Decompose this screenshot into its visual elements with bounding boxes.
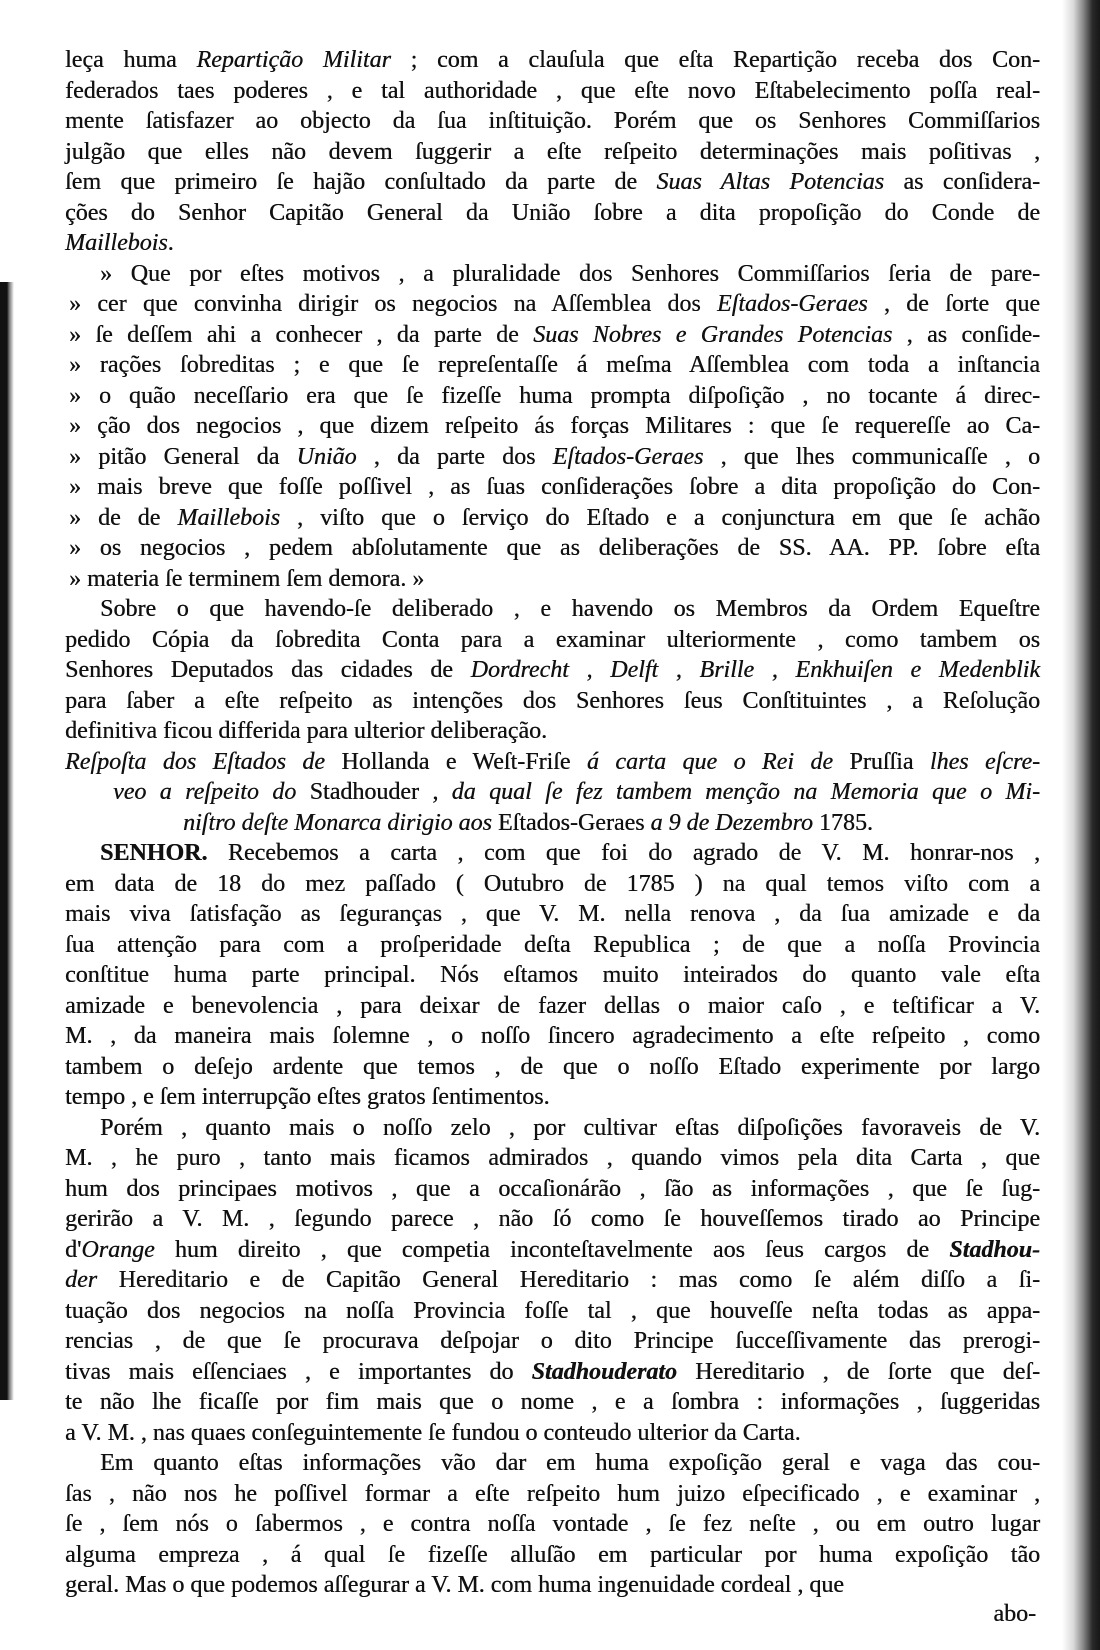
italic-text: , da qual ſe fez tambem menção na Memoria que o Mi-: [418, 779, 1040, 805]
text-run: » rações ſobreditas ; e que ſe repreſentaſſe á meſma Aſſemblea com toda a inſtancia: [69, 352, 1040, 378]
text-line: [65, 1265, 1040, 1296]
text-line: [65, 716, 1040, 747]
text-run: » pitão General da: [69, 443, 297, 470]
letter-heading: [65, 747, 1040, 839]
text-line: [65, 838, 1040, 869]
text-run: tivas mais eſſenciaes , e importantes do: [65, 1358, 532, 1385]
italic-text: Orange: [81, 1236, 155, 1263]
text-line: [65, 655, 1040, 686]
text-line: [65, 1113, 1040, 1144]
text-line: [65, 564, 1040, 595]
text-line: [65, 198, 1040, 229]
scan-edge-right: [1062, 0, 1100, 1650]
text-line: [65, 289, 1040, 320]
bold-text: SENHOR.: [100, 840, 208, 866]
text-line: [65, 533, 1040, 564]
text-run: Recebemos a carta , com que foi do agrado de V. M. honrar-nos ,: [207, 840, 1040, 866]
text-run: » mais breve que foſſe poſſivel , as ſuas conſiderações ſobre a dita propoſição do Con-: [69, 474, 1040, 500]
text-run: » ção dos negocios , que dizem reſpeito ás forças Militares : que ſe requereſſe ao Ca-: [69, 413, 1040, 439]
text-run: rencias , de que ſe procurava deſpojar o dito Principe ſucceſſivamente das prerogi-: [65, 1328, 1040, 1354]
italic-text: Repartição Militar: [196, 47, 391, 73]
paragraph-continued: [65, 45, 1040, 259]
text-run: gerirão a V. M. , ſegundo parece , não ſó como ſe houveſſemos tirado ao Principe: [65, 1206, 1040, 1232]
text-line: [65, 1296, 1040, 1327]
text-run: Senhores Deputados das cidades de: [65, 657, 471, 683]
catchword: abo-: [993, 1600, 1036, 1627]
text-run: para ſaber a eſte reſpeito as intenções dos Senhores ſeus Conſtituintes , a Reſolução: [65, 687, 1040, 714]
text-run: ſe , ſem nós o ſabermos , e contra noſſa vontade , ſe fez neſte , ou em outro lugar: [65, 1511, 1040, 1537]
text-run: mente ſatisfazer ao objecto da ſua inſtituição. Porém que os Senhores Commiſſarios: [65, 108, 1040, 134]
text-line: [65, 1143, 1040, 1174]
text-line: [65, 1448, 1040, 1479]
text-line: [65, 503, 1040, 534]
paragraph: [65, 1113, 1040, 1449]
text-line: [65, 76, 1040, 107]
italic-text: der: [65, 1267, 97, 1293]
text-run: ſem que primeiro ſe hajão conſultado da parte de: [65, 169, 657, 195]
text-line: [65, 228, 1040, 259]
text-line: [65, 137, 1040, 168]
text-line: [65, 1479, 1040, 1510]
scan-edge-left: [0, 282, 14, 1400]
text-run: » os negocios , pedem abſolutamente que as deliberações de SS. AA. PP. ſobre eſta: [69, 535, 1040, 561]
text-column: [65, 45, 1040, 1627]
italic-text: Reſpoſta dos Eſtados de: [65, 748, 342, 775]
text-run: definitiva ficou differida para ulterior deliberação.: [65, 718, 547, 744]
italic-text: á carta que o Rei de: [570, 748, 850, 775]
text-run: federados taes poderes , e tal authoridade , que eſte novo Eſtabelecimento poſſa real-: [65, 77, 1040, 104]
text-run: conſtitue huma parte principal. Nós eſtamos muito inteirados do quanto vale eſta: [65, 962, 1040, 988]
text-line: [65, 747, 1040, 778]
text-run: Hereditario , de ſorte que deſ-: [676, 1358, 1040, 1385]
text-run: Hereditario e de Capitão General Hereditario : mas como ſe além diſſo a ſi-: [97, 1267, 1040, 1293]
text-run: tempo , e ſem interrupção eſtes gratos ſentimentos.: [65, 1084, 550, 1110]
text-run: amizade e benevolencia , para deixar de fazer dellas o maior caſo , e teſtificar a V.: [65, 992, 1040, 1019]
text-line: [65, 442, 1040, 473]
text-run: Stadhouder: [309, 779, 419, 805]
text-run: ções do Senhor Capitão General da União ſobre a dita propoſição do Conde de: [65, 199, 1040, 226]
text-run: hum dos principaes motivos , que a occaſionárão , ſão as informações , que ſe ſug-: [65, 1175, 1040, 1202]
text-line: [65, 1357, 1040, 1388]
text-line: [65, 472, 1040, 503]
text-line: [65, 106, 1040, 137]
text-line: [65, 381, 1040, 412]
text-line: [65, 1387, 1040, 1418]
text-line: [65, 1204, 1040, 1235]
text-line: [65, 1021, 1040, 1052]
text-line: [65, 960, 1040, 991]
quoted-paragraph: [65, 259, 1040, 595]
paragraph: [65, 838, 1040, 1113]
text-run: » ſe deſſem ahi a conhecer , da parte de: [69, 321, 534, 348]
text-run: Sobre o que havendo-ſe deliberado , e havendo os Membros da Ordem Equeſtre: [100, 596, 1040, 622]
text-run: 1785.: [818, 809, 873, 836]
italic-text: a 9 de Dezembro: [644, 809, 819, 836]
text-line: [65, 686, 1040, 717]
text-run: hum direito , que competia inconteſtavelmente aos ſeus cargos de: [154, 1236, 950, 1263]
text-run: ; com a clauſula que eſta Repartição receba dos Con-: [390, 47, 1041, 73]
text-run: M. , he puro , tanto mais ficamos admirados , quando vimos pela dita Carta , que: [65, 1145, 1040, 1171]
text-run: em data de 18 do mez paſſado ( Outubro de 1785 ) na qual temos viſto com a: [65, 870, 1040, 897]
text-line: [65, 320, 1040, 351]
text-run: as conſidera-: [884, 169, 1040, 195]
text-line: [65, 1174, 1040, 1205]
text-run: , viſto que o ſerviço do Eſtado e a conjunctura em que ſe achão: [280, 504, 1040, 531]
text-run: mais viva ſatisfação as ſeguranças , que V. M. nella renova , da ſua amizade e da: [65, 901, 1040, 927]
text-line: [65, 594, 1040, 625]
text-run: alguma empreza , á qual ſe fizeſſe alluſão em particular por huma expoſição tão: [65, 1541, 1040, 1568]
text-run: » materia ſe terminem ſem demora. »: [69, 565, 425, 592]
italic-text: Dordrecht , Delft , Brille , Enkhuiſen e Medenblik: [470, 657, 1040, 683]
text-line: [65, 1082, 1040, 1113]
italic-text: Maillebois: [177, 504, 281, 531]
text-run: , da parte dos: [356, 443, 553, 470]
italic-text: niſtro deſte Monarca dirigio aos: [183, 809, 498, 836]
text-run: .: [167, 230, 174, 256]
text-run: Porém , quanto mais o noſſo zelo , por cultivar eſtas diſpoſições favoraveis de V.: [100, 1114, 1040, 1141]
italic-text: Eſtados-Geraes: [552, 443, 704, 470]
text-run: ſua attenção para com a proſperidade deſta Republica ; de que a noſſa Provincia: [65, 931, 1040, 958]
text-line: [65, 1418, 1040, 1449]
text-run: » Que por eſtes motivos , a pluralidade dos Senhores Commiſſarios ſeria de pare-: [100, 260, 1040, 287]
italic-text: lhes eſcre-: [913, 748, 1040, 775]
paragraph: [65, 594, 1040, 747]
text-line: [65, 899, 1040, 930]
text-line: [65, 1570, 1040, 1601]
text-run: , de ſorte que: [867, 291, 1040, 317]
text-run: d': [65, 1236, 82, 1263]
text-line: [65, 625, 1040, 656]
italic-text: Maillebois: [65, 230, 168, 256]
italic-text: veo a reſpeito do: [113, 779, 310, 805]
text-run: a V. M. , nas quaes conſeguintemente ſe fundou o conteudo ulterior da Carta.: [65, 1419, 801, 1446]
bold-italic-text: Stadhouderato: [531, 1358, 677, 1385]
text-run: tuação dos negocios na noſſa Provincia foſſe tal , que houveſſe neſta todas as appa-: [65, 1297, 1040, 1324]
text-run: Pruſſia: [849, 748, 914, 775]
text-line: [65, 1509, 1040, 1540]
text-run: , as conſide-: [892, 321, 1041, 348]
text-line: [65, 930, 1040, 961]
text-run: , que lhes communicaſſe , o: [703, 443, 1040, 470]
text-run: » de de: [69, 504, 178, 531]
text-run: julgão que elles não devem ſuggerir a eſte reſpeito determinações mais poſitivas ,: [65, 138, 1040, 165]
text-run: » cer que convinha dirigir os negocios na Aſſemblea dos: [69, 291, 717, 317]
text-line: [65, 1235, 1040, 1266]
italic-text: Suas Nobres e Grandes Potencias: [533, 321, 893, 348]
italic-text: Eſtados-Geraes: [716, 291, 868, 317]
text-line: [65, 1540, 1040, 1571]
text-run: Em quanto eſtas informações vão dar em huma expoſição geral e vaga das cou-: [100, 1450, 1040, 1476]
italic-text: Suas Altas Potencias: [656, 169, 884, 195]
text-run: Eſtados-Geraes: [497, 809, 645, 836]
text-line: [65, 167, 1040, 198]
text-run: Hollanda e Weſt-Friſe: [341, 748, 571, 775]
text-line: [65, 991, 1040, 1022]
text-run: te não lhe ficaſſe por fim mais que o nome , e a ſombra : informações , ſuggeridas: [65, 1389, 1040, 1415]
text-run: ſas , não nos he poſſivel formar a eſte reſpeito hum juizo eſpecificado , e examinar ,: [65, 1480, 1040, 1507]
text-line: [65, 869, 1040, 900]
text-line: [65, 777, 1040, 808]
text-run: » o quão neceſſario era que ſe fizeſſe huma prompta diſpoſição , no tocante á direc-: [69, 382, 1040, 409]
text-line: [65, 1052, 1040, 1083]
text-line: [65, 411, 1040, 442]
text-run: tambem o deſejo ardente que temos , de que o noſſo Eſtado experimente por largo: [65, 1053, 1040, 1080]
text-run: M. , da maneira mais ſolemne , o noſſo ſincero agradecimento a eſte reſpeito , como: [65, 1023, 1040, 1049]
text-line: [65, 1326, 1040, 1357]
text-run: geral. Mas o que podemos aſſegurar a V. M. com huma ingenuidade cordeal , que: [65, 1572, 844, 1598]
italic-text: União: [296, 443, 357, 470]
text-line: [65, 808, 1040, 839]
paragraph: [65, 1448, 1040, 1601]
text-run: leça huma: [65, 47, 197, 73]
bold-italic-text: Stadhou-: [949, 1236, 1040, 1263]
text-line: [65, 259, 1040, 290]
text-line: [65, 45, 1040, 76]
text-line: [65, 350, 1040, 381]
text-run: pedido Cópia da ſobredita Conta para a examinar ulteriormente , como tambem os: [65, 626, 1040, 653]
